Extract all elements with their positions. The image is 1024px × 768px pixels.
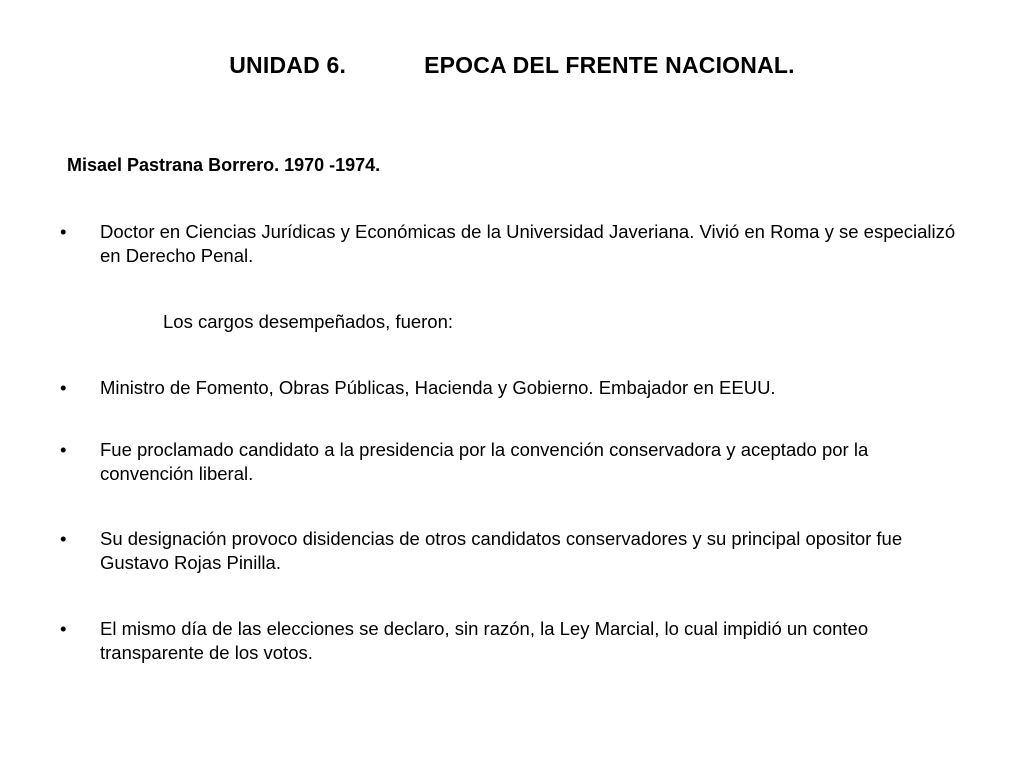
- slide-title: [0, 52, 1024, 79]
- bullet-text: Fue proclamado candidato a la presidencia por la convención conservadora y aceptado por la convención liberal.: [100, 439, 869, 484]
- bullet-item-2: [60, 376, 960, 400]
- bullet-item-5: [60, 617, 960, 665]
- bullet-marker: •: [60, 377, 67, 398]
- bullet-item-1: [60, 220, 960, 268]
- bullet-text: Ministro de Fomento, Obras Públicas, Hacienda y Gobierno. Embajador en EEUU.: [100, 377, 776, 398]
- bullet-item-3: [60, 438, 960, 486]
- bullet-marker: •: [60, 221, 67, 242]
- bullet-text: Doctor en Ciencias Jurídicas y Económicas de la Universidad Javeriana. Vivió en Roma y se especializó en Derecho Penal.: [100, 221, 956, 266]
- bullet-marker: •: [60, 618, 67, 639]
- bullet-item-4: [60, 527, 960, 575]
- bullet-marker: •: [60, 439, 67, 460]
- bullet-text: Su designación provoco disidencias de otros candidatos conservadores y su principal opositor fue Gustavo Rojas Pinilla.: [100, 528, 903, 573]
- bullet-text: El mismo día de las elecciones se declaro, sin razón, la Ley Marcial, lo cual impidió un conteo transparente de los votos.: [100, 618, 869, 663]
- slide-title-unit: UNIDAD 6.: [229, 52, 347, 78]
- bullet-marker: •: [60, 528, 67, 549]
- slide-subtitle: Misael Pastrana Borrero. 1970 -1974.: [67, 155, 381, 175]
- indented-line: Los cargos desempeñados, fueron:: [163, 311, 454, 332]
- slide-title-topic: EPOCA DEL FRENTE NACIONAL.: [424, 52, 795, 78]
